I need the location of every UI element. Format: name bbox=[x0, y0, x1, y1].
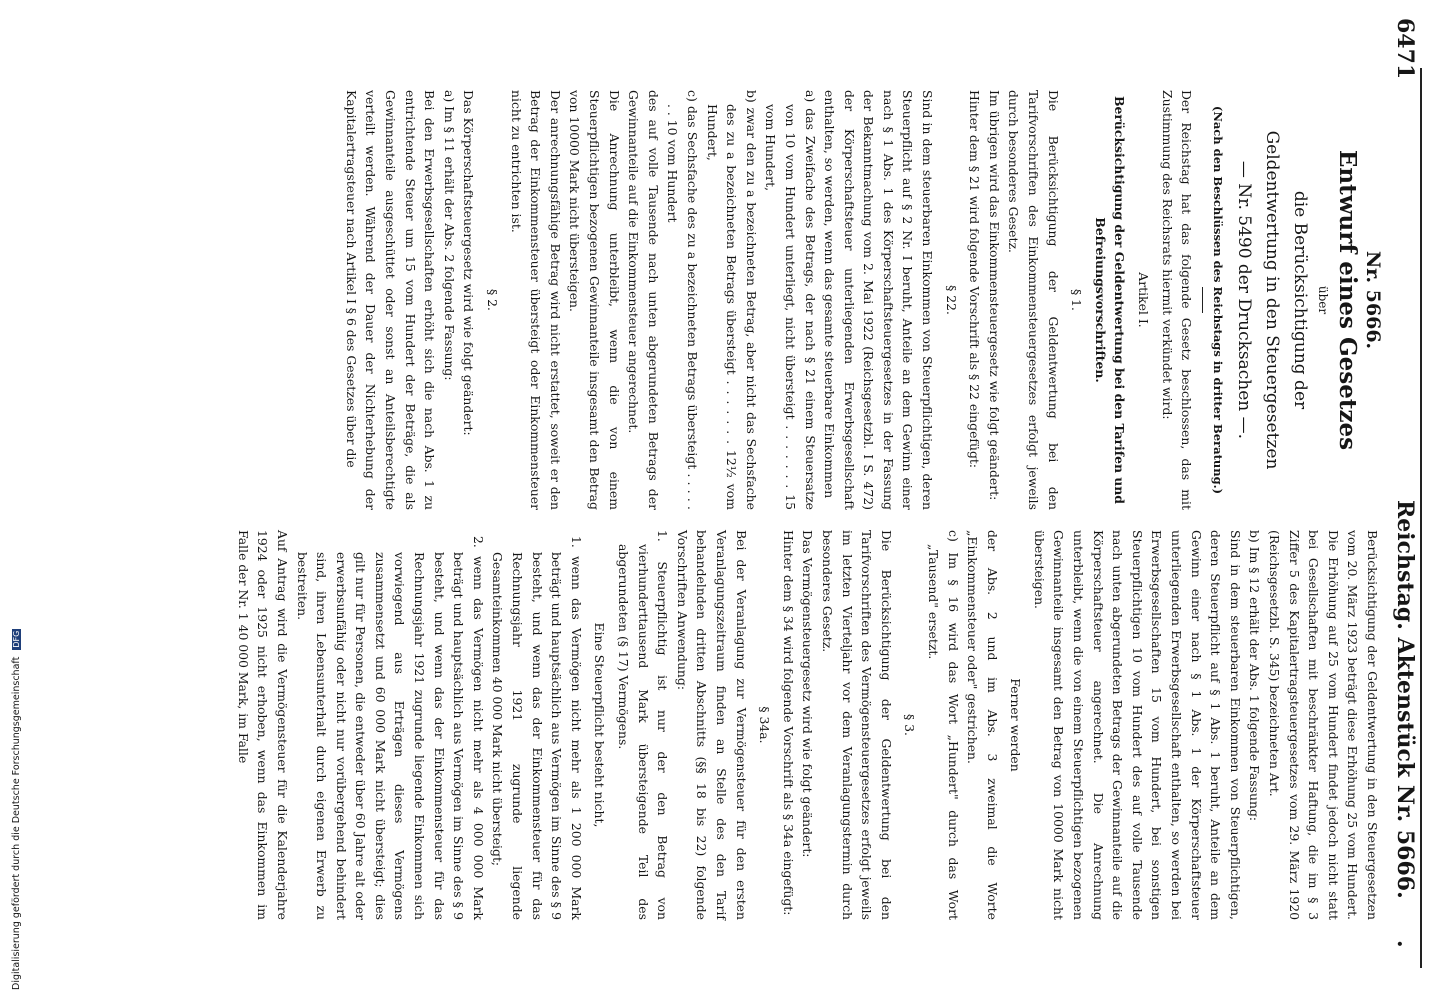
title-line-1: Entwurf eines Gesetzes bbox=[1334, 149, 1362, 451]
document-number: Nr. 5666. bbox=[1362, 250, 1384, 350]
title-divider bbox=[1202, 287, 1203, 313]
section-34a-heading: § 34a. bbox=[757, 706, 773, 744]
section-1-paragraph-1: Die Berücksichtigung der Geldentwertung bei den Tarifvorschriften des Einkommensteuergesetzes erfolgt jeweils durch besonderes Gesetz. bbox=[1006, 90, 1061, 510]
running-header: Reichstag. Aktenstück Nr. 5666. bbox=[1392, 500, 1418, 899]
section-22-item-a: a) das Zweifache des Betrags, der nach § 21 einem Steuersatze von 10 vom Hundert unterliegt, nicht übersteigt . . . . . . . 15 vom Hundert, bbox=[763, 90, 818, 510]
item-b-paragraph: Sind in dem steuerbaren Einkommen von Steuerpflichtigen, deren Steuerpflicht auf § 1 Abs. 1 beruht, Anteile an dem Gewinn einer nach § 1 Abs. 1 der Körperschaftsteuer unterliegenden Erwerbsgesellschaft enthalten, so werden bei Erwerbsgesellschaften 15 vom Hundert, bei sonstigen Steuerpflichtigen 10 vom Hundert des auf volle Tausende nach unten abgerundeten Betrags der Gewinnanteile auf die Körperschaftsteuer angerechnet. Die Anrechnung unterbleibt, wenn die von einem Steuerpflichtigen bezogenen Gewinnanteile insgesamt den Betrag von 10000 Mark nicht übersteigen. bbox=[1031, 530, 1243, 920]
section-1-paragraph-2: Im übrigen wird das Einkommensteuergesetz wie folgt geändert: bbox=[986, 90, 1002, 501]
section-3-paragraph-3: Hinter dem § 34 wird folgende Vorschrift als § 34a eingefügt: bbox=[780, 530, 796, 916]
section-22-item-b: b) zwar den zu a bezeichneten Betrag, aber nicht das Sechsfache des zu a bezeichneten Betrags übersteigt . . . . . . . 12½ vom Hundert, bbox=[704, 90, 759, 510]
ferner-paragraph: der Abs. 2 und im Abs. 3 zweimal die Worte „Einkommensteuer oder" gestrichen. bbox=[965, 530, 1000, 920]
left-column bbox=[341, 90, 1382, 510]
section-1-heading: § 1. bbox=[1069, 289, 1085, 311]
title-line-4: Geldentwertung in den Steuergesetzen bbox=[1261, 130, 1282, 470]
section-22-paragraph-2: des auf volle Tausende nach unten abgerundeten Betrags der Gewinnanteile auf die Einkommensteuer angerechnet. bbox=[626, 90, 661, 510]
section-22-heading: § 22. bbox=[943, 285, 959, 315]
credit-text: Digitalisierung gefördert durch die Deutsche Forschungsgemeinschaft bbox=[11, 656, 22, 990]
article-subheading: Berücksichtigung der Geldentwertung bei den Tarifen und Befreiungsvorschriften. bbox=[1092, 96, 1128, 504]
page-number: 6471 bbox=[1392, 18, 1418, 80]
section-3-paragraph-1: Die Berücksichtigung der Geldentwertung bei den Tarifvorschriften des Vermögensteuergesetzes erfolgt jeweils im letzten Vierteljahr vor dem Veranlagungstermin durch besonderes Gesetz. bbox=[819, 530, 894, 920]
section-2-item-a: a) Im § 11 erhält der Abs. 2 folgende Fassung: bbox=[441, 90, 457, 381]
header-rule bbox=[1420, 68, 1422, 968]
section-22-item-c: c) das Sechsfache des zu a bezeichneten Betrags übersteigt . . . . . . . 10 vom Hundert bbox=[665, 90, 700, 510]
right-column bbox=[233, 530, 1382, 920]
item-b-heading: b) Im § 12 erhält der Abs. 1 folgende Fassung: bbox=[1247, 530, 1263, 822]
section-2-heading: § 2. bbox=[485, 289, 501, 311]
section-22-paragraph-3: Die Anrechnung unterbleibt, wenn die von einem Steuerpflichtigen bezogenen Gewinnanteile insgesamt den Betrag von 10000 Mark nicht übersteigen. bbox=[567, 90, 622, 510]
section-34a-exemption-1: 1. wenn das Vermögen nicht mehr als 1 200 000 Mark beträgt und hauptsächlich aus Vermögen im Sinne des § 9 besteht, und wenn das der Einkommensteuer für das Rechnungsjahr 1921 zugrunde liegende Gesamteinkommen 40 000 Mark nicht übersteigt; bbox=[490, 536, 584, 920]
section-3-paragraph-2: Das Vermögensteuergesetz wird wie folgt geändert: bbox=[800, 530, 816, 858]
title-line-2: über bbox=[1316, 285, 1331, 315]
section-2-paragraph-1: Das Körperschaftsteuergesetz wird wie folgt geändert: bbox=[461, 90, 477, 436]
dfg-logo: DFG bbox=[12, 630, 21, 648]
article-heading: Artikel I. bbox=[1136, 272, 1152, 328]
section-3-heading: § 3. bbox=[902, 714, 918, 736]
section-34a-exemption-line: Eine Steuerpflicht besteht nicht, bbox=[592, 622, 608, 828]
title-line-3: die Berücksichtigung der bbox=[1289, 190, 1310, 410]
section-2-item-a-text: Bei den Erwerbsgesellschaften erhöht sich die nach Abs. 1 zu entrichtende Steuer um 15 vom Hundert der Beträge, die als Gewinnanteile ausgeschüttet oder sonst an Anteilsberechtigte verteilt werden. Während der Dauer der Nichterhebung der Kapitalertragsteuer nach Artikel I § 6 des Gesetzes über die bbox=[343, 90, 438, 510]
intro-paragraph: Der Reichstag hat das folgende Gesetz beschlossen, das mit Zustimmung des Reichsrats hiermit verkündet wird: bbox=[1159, 90, 1195, 510]
section-22-paragraph-4: Der anrechnungsfähige Betrag wird nicht erstattet, soweit er den Betrag der Einkommensteuer übersteigt oder Einkommensteuer nicht zu entrichten ist. bbox=[508, 90, 563, 510]
section-1-paragraph-3: Hinter dem § 21 wird folgende Vorschrift als § 22 eingefügt: bbox=[967, 90, 983, 469]
section-22-paragraph-1: Sind in dem steuerbaren Einkommen von Steuerpflichtigen, deren Steuerpflicht auf § 2 Nr. I beruht, Anteile an dem Gewinn einer nach § 1 Abs. 1 des Körperschaftsteuergesetzes in der Fassung der Bekanntmachung vom 2. Mai 1922 (Reichsgesetzbl. I S. 472) der Körperschaftsteuer unterliegenden Erwerbsgesellschaft enthalten, so werden, wenn das gesamte steuerbare Einkommen bbox=[822, 90, 936, 510]
section-34a-last-paragraph: Auf Antrag wird die Vermögensteuer für die Kalenderjahre 1924 oder 1925 nicht erhoben, wenn das Einkommen im Falle der Nr. 1 40 000 Mark, im Falle bbox=[235, 530, 290, 920]
section-34a-paragraph-1: Bei der Veranlagung zur Vermögensteuer für den ersten Veranlagungszeitraum finden an Stelle des den Tarif behandelnden dritten Abschnitts (§§ 18 bis 22) folgende Vorschriften Anwendung: bbox=[674, 530, 749, 920]
title-line-5: — Nr. 5490 der Drucksachen —. bbox=[1233, 160, 1254, 440]
ferner-line: Ferner werden bbox=[1008, 678, 1024, 772]
continuation-paragraph: Berücksichtigung der Geldentwertung in den Steuergesetzen vom 20. März 1923 beträgt diese Erhöhung 25 vom Hundert. Die Erhöhung auf 25 vom Hundert findet jedoch nicht statt bei Gesellschaften mit beschränkter Haftung, die im § 3 Ziffer 5 des Kapitalertragsteuergesetzes vom 29. März 1920 (Reichsgesetzbl. S. 345) bezeichneten Art. bbox=[1267, 530, 1380, 920]
title-note: (Nach den Beschlüssen des Reichstags in dritter Beratung.) bbox=[1210, 105, 1225, 495]
header-mark: . bbox=[1392, 940, 1418, 948]
section-34a-item-1: 1. Steuerpflichtig ist nur der den Betrag von vierhunderttausend Mark übersteigende Teil des abgerundeten (§ 17) Vermögens. bbox=[616, 530, 671, 920]
section-34a-exemption-2: 2. wenn das Vermögen nicht mehr als 4 000 000 Mark beträgt und hauptsächlich aus Vermögen im Sinne des § 9 besteht, und wenn das der Einkommensteuer für das Rechnungsjahr 1921 zugrunde liegende Einkommen sich vorwiegend aus Erträgen dieses Vermögens zusammensetzt und 60 000 Mark nicht übersteigt; dies gilt nur für Personen, die entweder über 60 Jahre alt oder erwerbsunfähig oder nicht nur vorübergehend behindert sind, ihren Lebensunterhalt durch eigenen Erwerb zu bestreiten. bbox=[294, 536, 486, 920]
item-c: c) Im § 16 wird das Wort „Hundert" durch das Wort „Tausend" ersetzt. bbox=[925, 530, 961, 920]
